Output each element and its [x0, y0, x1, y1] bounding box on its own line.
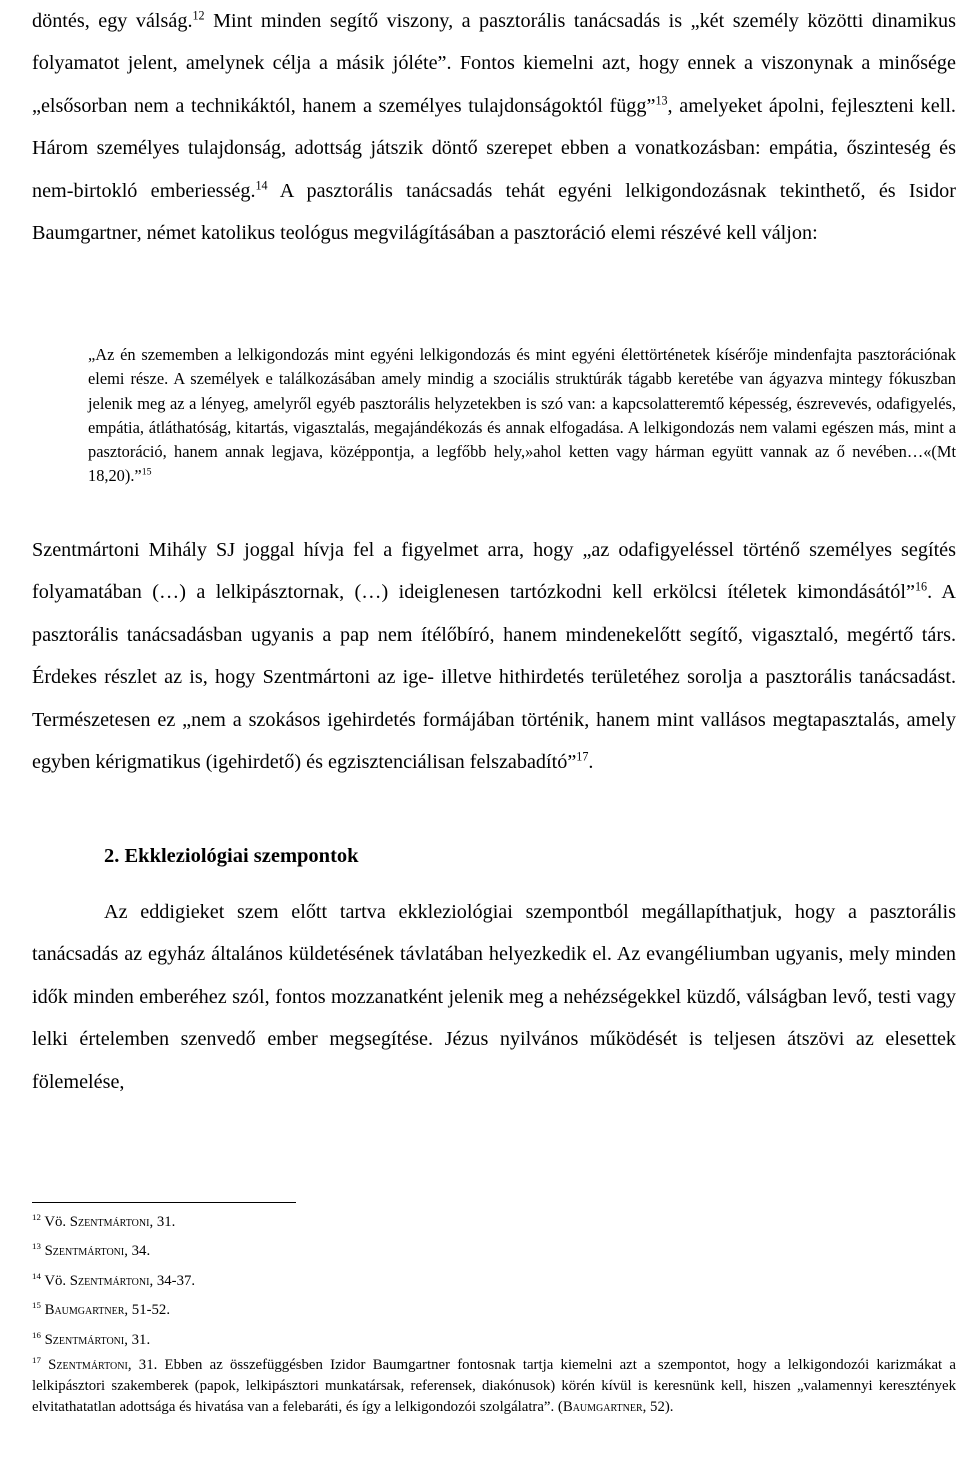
p1-text-d: A pasztorális tanácsadás tehát egyéni lelkigondozásnak tekinthető, és Isidor Baumgartner, német katolikus teológus megvilágításában a pasztoráció elemi részévé kell váljon: — [32, 179, 956, 245]
footnote-ref-16[interactable]: 16 — [914, 579, 928, 594]
footnote-text-end: , 52). — [642, 1399, 674, 1416]
footnote-divider — [32, 1202, 296, 1203]
p2-text-a: Szentmártoni Mihály SJ joggal hívja fel a figyelmet arra, hogy „az odafigyeléssel történő személyes segítés folyamatában (…) a lelkipásztornak, (…) ideiglenesen tartózkodni kell erkölcsi ítéletek kimondásától” — [32, 539, 956, 604]
footnote-prefix: Vö. — [44, 1272, 70, 1289]
block-quote-baumgartner — [88, 343, 956, 489]
footnote-prefix: Vö. — [44, 1214, 70, 1230]
footnote-number: 17 — [32, 1355, 41, 1366]
footnote-author: Szentmártoni — [44, 1243, 125, 1260]
footnotes-list — [32, 1208, 956, 1418]
footnote-ref-12[interactable]: 12 — [192, 8, 205, 23]
footnote-text: , 31. Ebben az összefüggésben Izidor Baumgartner fontosnak tartja kiemelni azt a szempontot, hogy a lelkigondozói karizmákat a lelkipásztori szakemberek (papok, lelkipásztori munkatársak, referensek, diakónusok) körén kívül is keresnünk kell, hiszen „valamennyi keresztények elvitathatatlan adottsága és hivatása van a felebaráti, és így a lelkigondozói szolgálatra”. ( — [32, 1357, 957, 1416]
footnote-ref-17[interactable]: 17 — [576, 749, 589, 764]
quote-text: „Az én szememben a lelkigondozás mint egyéni lelkigondozás és mint egyéni élettörténetek kísérője mindenfajta pasztorációnak elemi része. A személyek e találkozásában amely mindig a szociális struktúrák tágabb keretébe van ágyazva mintegy fókuszban jelenik meg az a lényeg, amelyről egyéb pasztorális helyzetekben is szó van: a kapcsolatteremtő képesség, észrevevés, odafigyelés, empátia, átláthatóság, kitartás, vigasztalás, megajándékozás és annak elfogadása. A lelkigondozás nem valami egészen más, mint a pasztoráció, hanem annak legjava, középpontja, a legfőbb hely,»ahol ketten vagy hárman együtt vannak az ő nevében…«(Mt 18,20).” — [88, 345, 956, 486]
p1-text-b: Mint minden segítő viszony, a pasztorális tanácsadás is „két személy közötti dinamikus folyamatot jelent, amelynek célja a másik jóléte”. Fontos kiemelni azt, hogy ennek a viszonynak a minősége „elsősorban nem a technikáktól, hanem a személyes tulajdonságoktól függ” — [32, 10, 956, 117]
footnote-number: 16 — [32, 1329, 41, 1340]
p2-text-b: . A pasztorális tanácsadásban ugyanis a pap nem ítélőbíró, hanem mindenekelőtt segítő, vigasztaló, megértő társ. Érdekes részlet az is, hogy Szentmártoni az ige- illetve hithirdetés területéhez sorolja a pasztorális tanácsadást. Természetesen ez „nem a szokásos igehirdetés formájában történik, hanem mint vallásos megtapasztalás, amely egyben kérigmatikus (igehirdető) és egzisztenciálisan felszabadító” — [32, 581, 957, 774]
footnote-item — [32, 1296, 956, 1325]
footnote-item — [32, 1326, 956, 1355]
footnote-citation: , 34-37. — [149, 1272, 196, 1289]
paragraph-counseling-relationship — [32, 0, 956, 254]
footnote-item — [32, 1237, 956, 1266]
footnote-item — [32, 1355, 956, 1418]
footnote-author: Szentmártoni — [48, 1357, 128, 1374]
footnote-citation: , 51-52. — [124, 1302, 171, 1319]
footnote-item — [32, 1208, 956, 1237]
footnote-ref-13[interactable]: 13 — [655, 93, 668, 108]
footnote-number: 13 — [32, 1241, 41, 1252]
paragraph-szentmartoni — [32, 529, 956, 783]
p1-text-a: döntés, egy válság. — [32, 10, 193, 32]
footnote-author: Szentmártoni — [69, 1272, 150, 1289]
p1-text-c: , amelyeket ápolni, fejleszteni kell. Három személyes tulajdonság, adottság játszik döntő szerepet ebben a vonatkozásban: empátia, őszinteség és nem-birtokló emberiesség. — [32, 94, 956, 202]
footnote-number: 14 — [32, 1270, 41, 1281]
footnote-citation: , 31. — [124, 1331, 151, 1348]
footnote-citation: , 34. — [124, 1243, 151, 1260]
footnote-author: Baumgartner — [562, 1399, 643, 1416]
paragraph-ecclesiological: Az eddigieket szem előtt tartva ekkleziológiai szempontból megállapíthatjuk, hogy a pasztorális tanácsadás az egyház általános küldetésének távlatában helyezkedik el. Az evangéliumban ugyanis, mely minden idők minden emberéhez szól, fontos mozzanatként jelenik meg a nehézségekkel küzdő, válságban levő, testi vagy lelki értelemben szenvedő ember megsegítése. Jézus nyilvános működését is teljesen átszövi az elesettek fölemelése, — [32, 901, 956, 1093]
footnote-author: Szentmártoni — [69, 1214, 150, 1230]
footnote-citation: , 31. — [149, 1214, 176, 1230]
footnote-number: 15 — [32, 1300, 41, 1311]
section-heading: 2. Ekkleziológiai szempontok — [104, 845, 359, 867]
footnote-ref-15[interactable]: 15 — [141, 467, 152, 479]
footnote-item — [32, 1267, 956, 1296]
footnote-ref-14[interactable]: 14 — [255, 177, 268, 192]
footnote-author: Baumgartner — [44, 1302, 125, 1319]
footnote-author: Szentmártoni — [44, 1331, 125, 1348]
p2-text-c: . — [588, 751, 594, 774]
footnote-number: 12 — [32, 1212, 41, 1223]
